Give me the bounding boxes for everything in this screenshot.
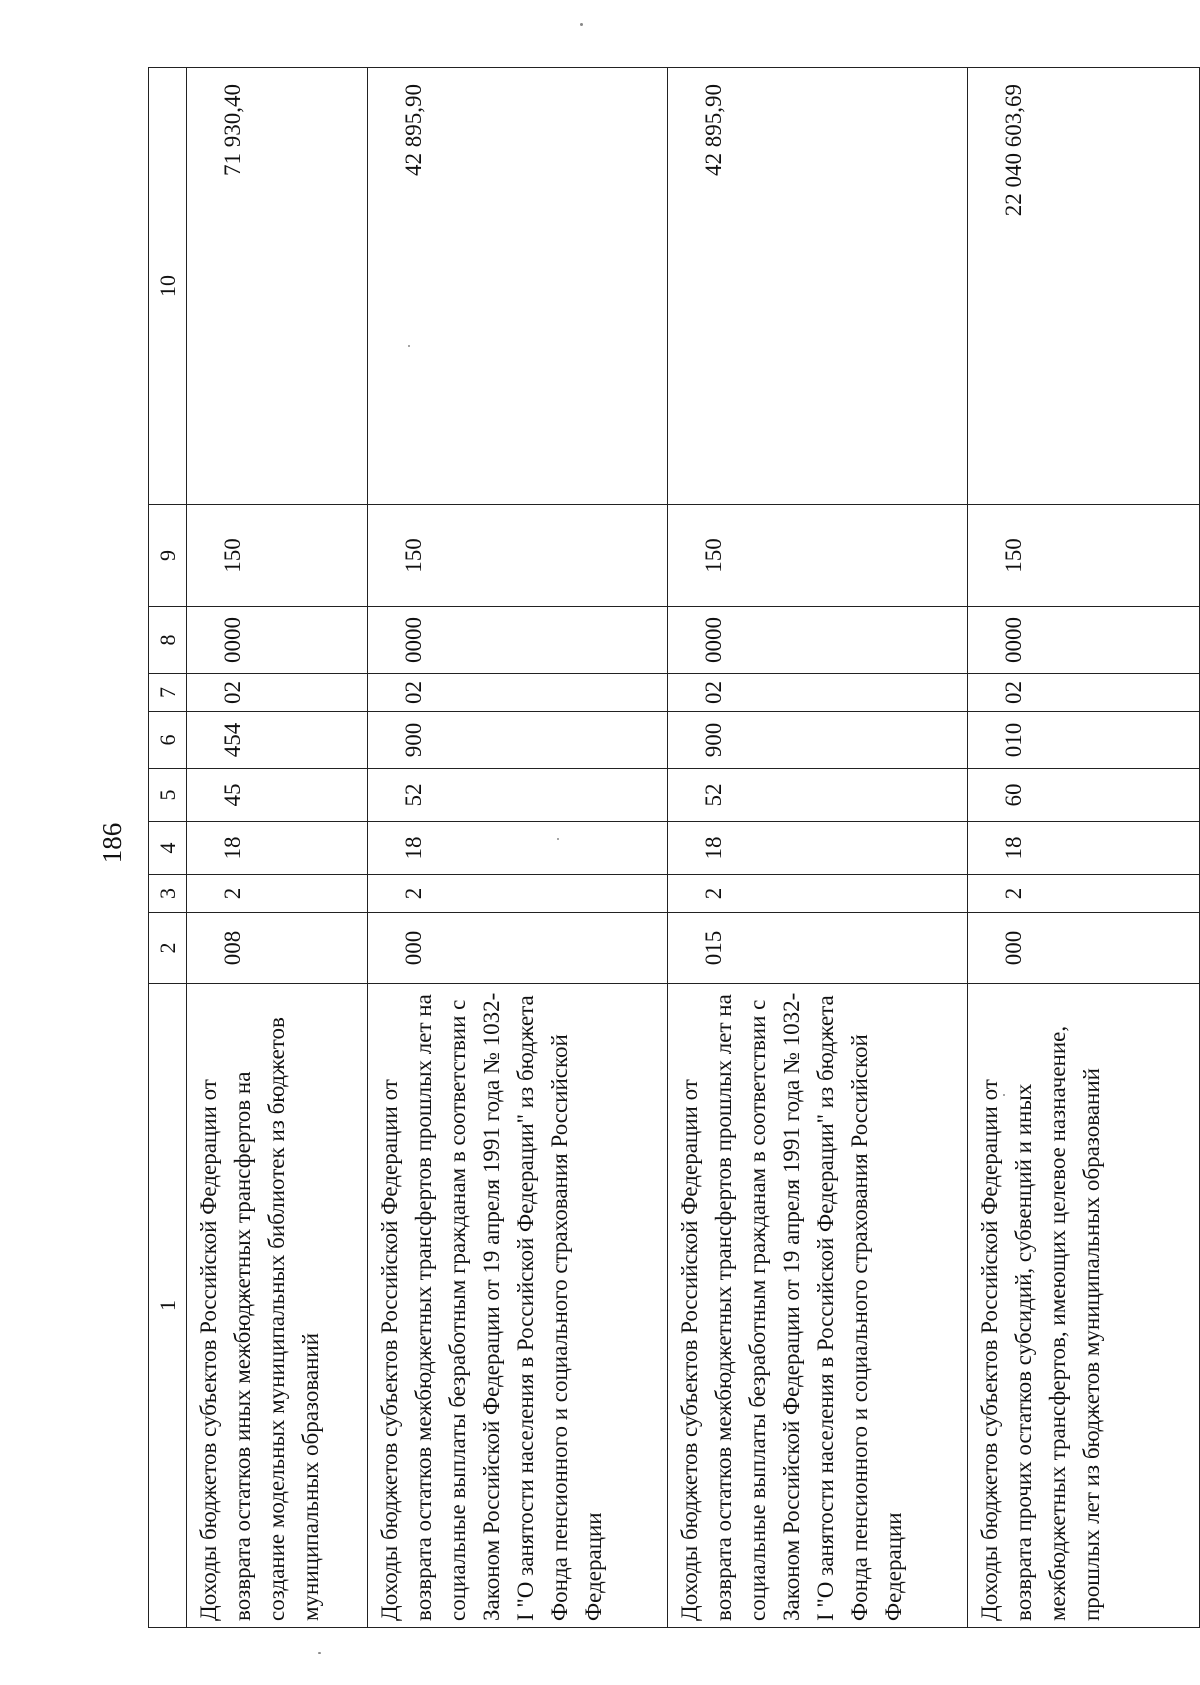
- code-cell: 60: [968, 769, 1200, 822]
- header-cell: 1: [149, 984, 187, 1628]
- description-cell: Доходы бюджетов субъектов Российской Федерации от возврата прочих остатков субсидий, субвенций и иных межбюджетных трансфертов, имеющих целевое назначение, прошлых лет из бюджетов муниципальных образований: [968, 984, 1200, 1628]
- code-cell: 900: [668, 712, 968, 769]
- code-cell: 008: [187, 913, 368, 984]
- scan-speck: [408, 345, 410, 347]
- code-cell: 150: [968, 505, 1200, 607]
- scan-speck: [1003, 1094, 1005, 1096]
- header-cell: 10: [149, 68, 187, 505]
- description-cell: Доходы бюджетов субъектов Российской Федерации от возврата остатков иных межбюджетных трансфертов на создание модельных муниципальных библиотек из бюджетов муниципальных образований: [187, 984, 368, 1628]
- code-cell: 010: [968, 712, 1200, 769]
- header-cell: 5: [149, 769, 187, 822]
- code-cell: 18: [187, 822, 368, 875]
- page-number: 186: [97, 822, 127, 864]
- amount-cell: 22 040 603,69: [968, 68, 1200, 505]
- code-cell: 02: [968, 674, 1200, 712]
- code-cell: 18: [968, 822, 1200, 875]
- code-cell: 0000: [968, 607, 1200, 674]
- code-cell: 0000: [368, 607, 668, 674]
- code-cell: 150: [187, 505, 368, 607]
- code-cell: 900: [368, 712, 668, 769]
- code-cell: 150: [668, 505, 968, 607]
- header-cell: 8: [149, 607, 187, 674]
- code-cell: 000: [968, 913, 1200, 984]
- code-cell: 2: [668, 875, 968, 913]
- amount-cell: 71 930,40: [187, 68, 368, 505]
- description-cell: Доходы бюджетов субъектов Российской Федерации от возврата остатков межбюджетных трансфертов прошлых лет на социальные выплаты безработным гражданам в соответствии с Законом Российской Федерации от 19 апреля 1991 года № 1032-I "О занятости населения в Российской Федерации" из бюджета Фонда пенсионного и социального страхования Российской Федерации: [668, 984, 968, 1628]
- header-cell: 3: [149, 875, 187, 913]
- scan-speck: [557, 838, 559, 840]
- code-cell: 02: [187, 674, 368, 712]
- table-row: [668, 68, 968, 1628]
- code-cell: 2: [368, 875, 668, 913]
- code-cell: 2: [187, 875, 368, 913]
- code-cell: 2: [968, 875, 1200, 913]
- header-cell: 4: [149, 822, 187, 875]
- scan-speck: [580, 23, 583, 26]
- code-cell: 000: [368, 913, 668, 984]
- rotated-table-sheet: [148, 68, 1104, 1628]
- scan-speck: [318, 1652, 321, 1654]
- code-cell: 02: [668, 674, 968, 712]
- amount-cell: 42 895,90: [668, 68, 968, 505]
- code-cell: 18: [368, 822, 668, 875]
- code-cell: 015: [668, 913, 968, 984]
- header-cell: 9: [149, 505, 187, 607]
- table-row: [968, 68, 1200, 1628]
- header-cell: 2: [149, 913, 187, 984]
- header-row: [149, 68, 187, 1628]
- code-cell: 45: [187, 769, 368, 822]
- table-row: [368, 68, 668, 1628]
- description-cell: Доходы бюджетов субъектов Российской Федерации от возврата остатков межбюджетных трансфертов прошлых лет на социальные выплаты безработным гражданам в соответствии с Законом Российской Федерации от 19 апреля 1991 года № 1032-I "О занятости населения в Российской Федерации" из бюджета Фонда пенсионного и социального страхования Российской Федерации: [368, 984, 668, 1628]
- header-cell: 7: [149, 674, 187, 712]
- code-cell: 18: [668, 822, 968, 875]
- amount-cell: 42 895,90: [368, 68, 668, 505]
- code-cell: 0000: [187, 607, 368, 674]
- header-cell: 6: [149, 712, 187, 769]
- code-cell: 52: [368, 769, 668, 822]
- code-cell: 52: [668, 769, 968, 822]
- table-row: [187, 68, 368, 1628]
- code-cell: 454: [187, 712, 368, 769]
- code-cell: 150: [368, 505, 668, 607]
- code-cell: 0000: [668, 607, 968, 674]
- code-cell: 02: [368, 674, 668, 712]
- budget-revenue-table: [148, 67, 1200, 1628]
